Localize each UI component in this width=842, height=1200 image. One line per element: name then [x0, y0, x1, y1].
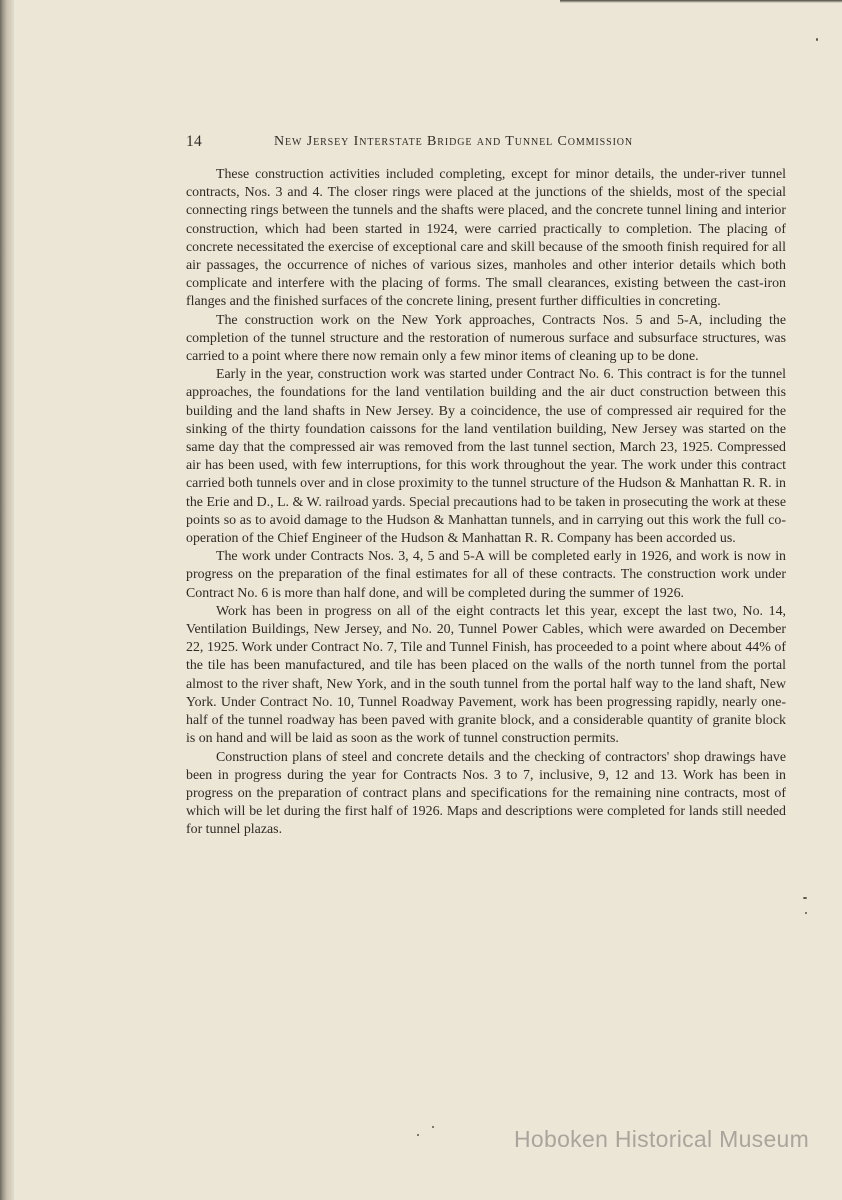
paragraph-new-york-approaches: The construction work on the New York approaches, Contracts Nos. 5 and 5-A, including the completion of the tunnel structure and the restoration of numerous surface and subsurface structures, was carried to a point where there now remain only a few minor items of cleaning up to be done.	[186, 312, 786, 365]
paragraph-contract-six: Early in the year, construction work was started under Contract No. 6. This contract is for the tunnel approaches, the foundations for the land ventilation building and the air duct construction between this building and the land shafts in New Jersey. By a coincidence, the use of compressed air required for the sinking of the thirty foundation caissons for the land ventilation building, New Jersey was started on the same day that the compressed air was removed from the last tunnel section, March 23, 1925. Compressed air has been used, with few interruptions, for this work throughout the year. The work under this contract carried both tunnels over and in close proximity to the tunnel structure of the Hudson & Manhattan R. R. in the Erie and D., L. & W. railroad yards. Special precautions had to be taken in prosecuting the work at these points so as to avoid damage to the Hudson & Manhattan tunnels, and in carrying out this work the full co-operation of the Chief Engineer of the Hudson & Manhattan R. R. Company has been accorded us.	[186, 367, 786, 547]
paragraph-construction-plans: Construction plans of steel and concrete details and the checking of contractors' shop drawings have been in progress during the year for Contracts Nos. 3 to 7, inclusive, 9, 12 and 13. Work has been in progress on the preparation of contract plans and specifications for the remaining nine contracts, most of which will be let during the first half of 1926. Maps and descriptions were completed for lands still needed for tunnel plazas.	[186, 749, 786, 838]
body-text	[186, 166, 786, 840]
running-head	[186, 133, 786, 155]
paper-speck	[816, 38, 818, 41]
paper-speck	[432, 1126, 434, 1128]
paragraph-eight-contracts: Work has been in progress on all of the eight contracts let this year, except the last two, No. 14, Ventilation Buildings, New Jersey, and No. 20, Tunnel Power Cables, which were awarded on December 22, 1925. Work under Contract No. 7, Tile and Tunnel Finish, has proceeded to a point where about 44% of the tile has been manufactured, and tile has been placed on the walls of the north tunnel from the portal almost to the river shaft, New York, and in the south tunnel from the portal half way to the land shaft, New York. Under Contract No. 10, Tunnel Roadway Pavement, work has been progressing rapidly, nearly one-half of the tunnel roadway has been paved with granite block, and a considerable quantity of granite block is on hand and will be laid as soon as the work of tunnel construction permits.	[186, 603, 786, 747]
paragraph-construction-activities: These construction activities included completing, except for minor details, the under-river tunnel contracts, Nos. 3 and 4. The closer rings were placed at the junctions of the shields, most of the special connecting rings between the tunnels and the shafts were placed, and the concrete tunnel lining and interior construction, which had been started in 1924, were carried practically to completion. The placing of concrete necessitated the exercise of exceptional care and skill because of the smooth finish required for all air passages, the occurrence of niches of various sizes, manholes and other interior details which both complicate and interfere with the placing of forms. The small clearances, existing between the cast-iron flanges and the finished surfaces of the concrete lining, present further difficulties in concreting.	[186, 167, 786, 310]
binding-edge	[0, 0, 14, 1200]
paper-speck	[417, 1134, 419, 1136]
paper-speck	[803, 897, 807, 899]
page-title: New Jersey Interstate Bridge and Tunnel Commission	[274, 134, 634, 149]
paragraph-completion-schedule: The work under Contracts Nos. 3, 4, 5 and 5-A will be completed early in 1926, and work is now in progress on the preparation of the final estimates for all of these contracts. The construction work under Contract No. 6 is more than half done, and will be completed during the summer of 1926.	[186, 549, 786, 601]
page-number: 14	[186, 133, 203, 150]
page-top-edge	[560, 0, 842, 3]
museum-watermark: Hoboken Historical Museum	[514, 1126, 810, 1152]
paper-speck	[805, 912, 807, 914]
